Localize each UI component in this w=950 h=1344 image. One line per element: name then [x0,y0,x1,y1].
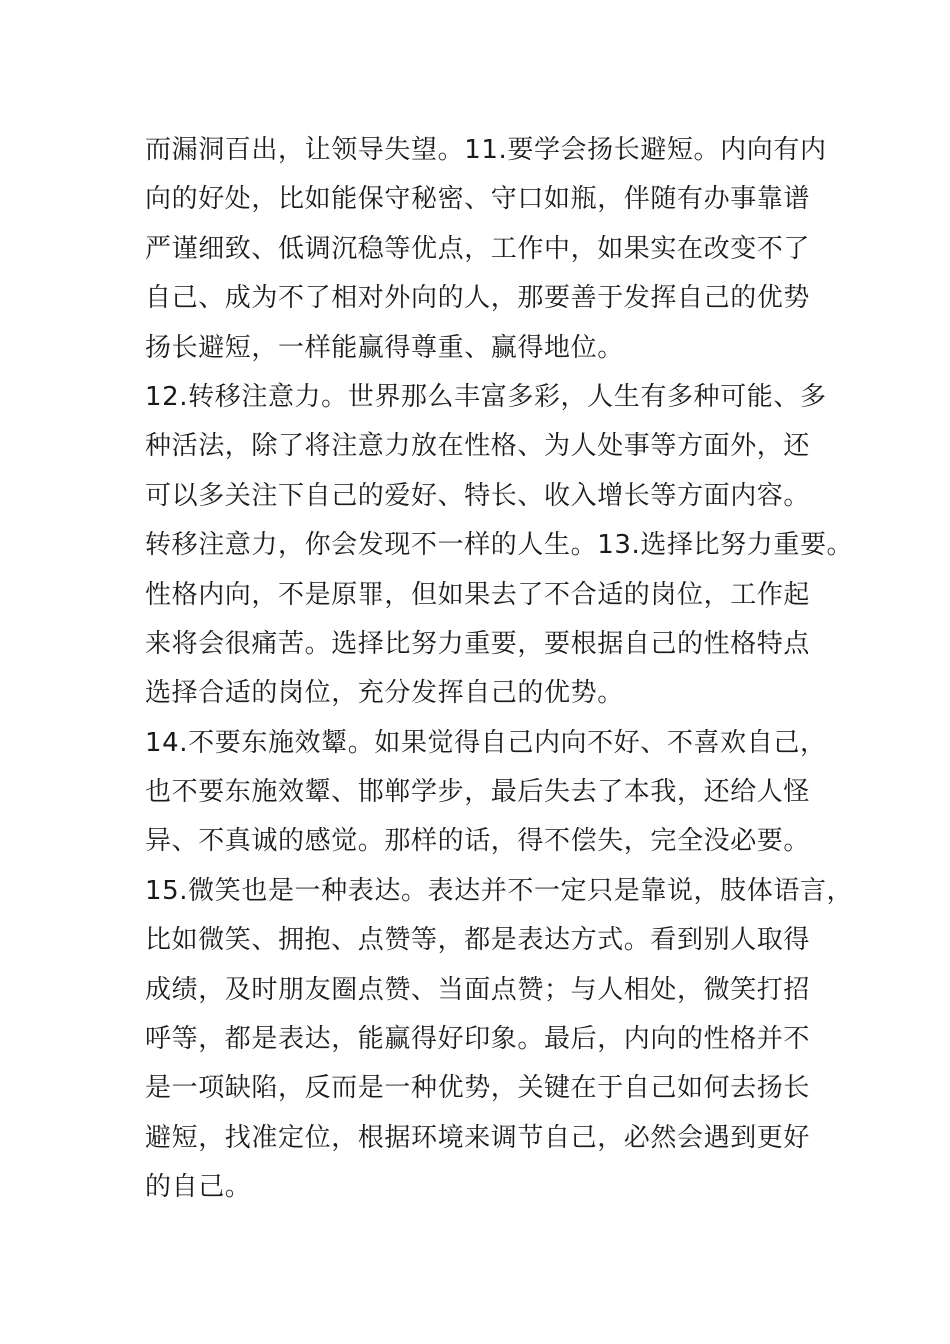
text-line: 避短，找准定位，根据环境来调节自己，必然会遇到更好 [145,1122,811,1153]
body-text [145,126,854,1213]
text-line: 性格内向，不是原罪，但如果去了不合适的岗位，工作起 [145,579,811,610]
text-line: 异、不真诚的感觉。那样的话，得不偿失，完全没必要。 [145,826,811,857]
text-line: 转移注意力，你会发现不一样的人生。13.选择比努力重要。 [145,530,854,561]
text-line: 成绩，及时朋友圈点赞、当面点赞；与人相处，微笑打招 [145,974,811,1005]
text-line: 的自己。 [145,1172,252,1203]
text-line: 15.微笑也是一种表达。表达并不一定只是靠说，肢体语言， [145,875,854,906]
text-line: 选择合适的岗位，充分发挥自己的优势。 [145,678,624,709]
text-line: 严谨细致、低调沉稳等优点，工作中，如果实在改变不了 [145,233,811,264]
text-line: 种活法，除了将注意力放在性格、为人处事等方面外，还 [145,431,811,462]
text-line: 自己、成为不了相对外向的人，那要善于发挥自己的优势 [145,283,811,314]
text-line: 扬长避短，一样能赢得尊重、赢得地位。 [145,332,624,363]
text-line: 也不要东施效颦、邯郸学步，最后失去了本我，还给人怪 [145,777,811,808]
text-line: 是一项缺陷，反而是一种优势，关键在于自己如何去扬长 [145,1073,811,1104]
text-line: 12.转移注意力。世界那么丰富多彩，人生有多种可能、多 [145,381,827,412]
text-line: 呼等，都是表达，能赢得好印象。最后，内向的性格并不 [145,1024,811,1055]
text-line: 来将会很痛苦。选择比努力重要，要根据自己的性格特点 [145,628,811,659]
text-line: 向的好处，比如能保守秘密、守口如瓶，伴随有办事靠谱 [145,184,811,215]
text-line: 可以多关注下自己的爱好、特长、收入增长等方面内容。 [145,480,811,511]
text-line: 14.不要东施效颦。如果觉得自己内向不好、不喜欢自己， [145,727,827,758]
text-line: 比如微笑、拥抱、点赞等，都是表达方式。看到别人取得 [145,925,811,956]
text-line: 而漏洞百出，让领导失望。11.要学会扬长避短。内向有内 [145,135,827,165]
